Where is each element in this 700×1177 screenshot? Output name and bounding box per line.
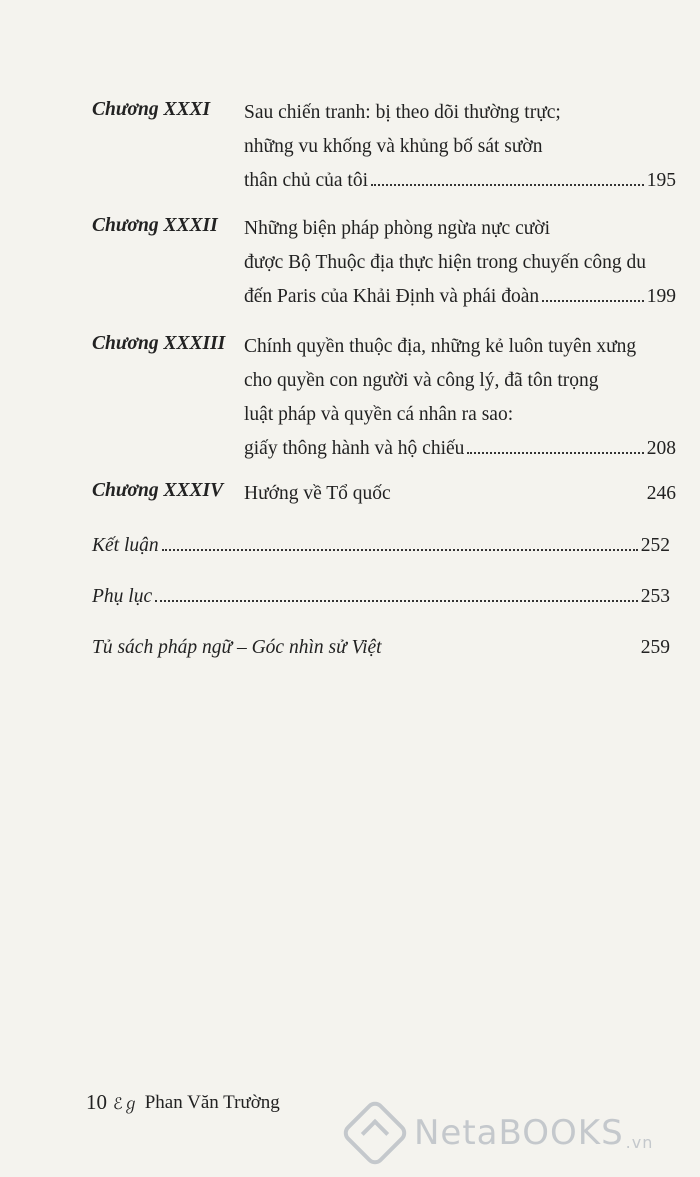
chapter-title — [244, 96, 676, 198]
chapter-label: Chương XXXIII — [92, 333, 226, 354]
page-number: 199 — [646, 286, 676, 307]
page-number: 208 — [646, 438, 676, 459]
chapter-label: Chương XXXII — [92, 215, 218, 236]
chapter-label: Chương XXXI — [92, 99, 211, 120]
title-line: Sau chiến tranh: bị theo dõi thường trực; — [244, 102, 561, 123]
toc-section — [92, 586, 670, 608]
ornament-icon: ℰℊ — [113, 1096, 139, 1113]
section-label: Tủ sách pháp ngữ – Góc nhìn sử Việt — [92, 637, 382, 658]
title-line: giấy thông hành và hộ chiếu — [244, 438, 465, 459]
title-line: Chính quyền thuộc địa, những kẻ luôn tuyên xưng — [244, 336, 637, 357]
dot-leader — [162, 549, 638, 551]
title-line: thân chủ của tôi — [244, 170, 368, 191]
watermark — [350, 1108, 653, 1158]
dot-leader — [467, 452, 643, 454]
chapter-title — [244, 330, 676, 466]
page-number: 246 — [646, 483, 676, 504]
page-number: 259 — [640, 637, 670, 658]
title-line-with-page — [244, 432, 676, 466]
title-line: những vu khống và khủng bố sát sườn — [244, 136, 543, 157]
title-line: Hướng về Tổ quốc — [244, 483, 391, 504]
section-label: Kết luận — [92, 535, 159, 556]
spacer — [385, 651, 638, 653]
netabooks-logo-icon — [340, 1098, 411, 1169]
title-line: luật pháp và quyền cá nhân ra sao: — [244, 404, 514, 425]
chapter-title — [244, 477, 676, 511]
watermark-brand: NetaBOOKS — [414, 1113, 624, 1153]
section-label: Phụ lục — [92, 586, 153, 607]
chapter-title — [244, 212, 676, 314]
chapter-label: Chương XXXIV — [92, 480, 224, 501]
title-line-with-page — [244, 164, 676, 198]
spacer — [394, 497, 644, 499]
title-line-with-page — [244, 280, 676, 314]
page-number: 195 — [646, 170, 676, 191]
watermark-suffix: .vn — [625, 1133, 654, 1152]
page-footer — [86, 1090, 280, 1115]
title-line: được Bộ Thuộc địa thực hiện trong chuyến công du — [244, 252, 647, 273]
dot-leader — [542, 300, 644, 302]
dot-leader — [155, 600, 638, 602]
title-line: cho quyền con người và công lý, đã tôn trọng — [244, 370, 599, 391]
page-number: 252 — [640, 535, 670, 556]
page-number: 253 — [640, 586, 670, 607]
title-line-with-page — [244, 477, 676, 511]
toc-section — [92, 535, 670, 557]
dot-leader — [371, 184, 644, 186]
title-line: Những biện pháp phòng ngừa nực cười — [244, 218, 551, 239]
toc-section — [92, 637, 670, 659]
title-line: đến Paris của Khải Định và phái đoàn — [244, 286, 540, 307]
footer-author: Phan Văn Trường — [144, 1091, 280, 1113]
footer-page-number: 10 — [86, 1090, 107, 1114]
